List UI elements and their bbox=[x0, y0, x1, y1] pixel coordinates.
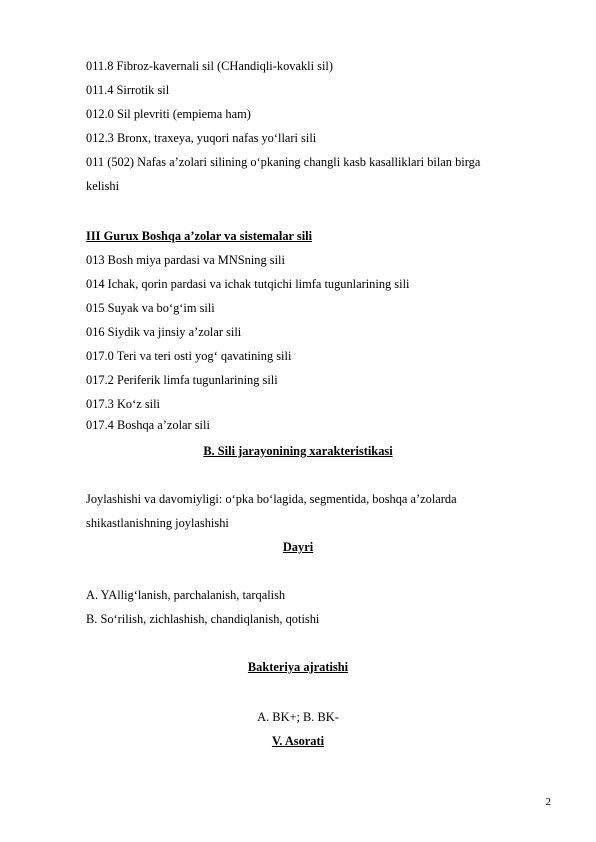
dayri-heading: Dayri bbox=[282, 540, 314, 554]
list-item: 015 Suyak va bo‘g‘im sili bbox=[86, 301, 215, 315]
paragraph-line: Joylashishi va davomiyligi: o‘pka bo‘lagida, segmentida, boshqa a’zolarda bbox=[86, 492, 457, 506]
list-item: B. So‘rilish, zichlashish, chandiqlanish, qotishi bbox=[86, 612, 320, 626]
section-b-heading: B. Sili jarayonining xarakteristikasi bbox=[203, 444, 393, 458]
list-item-continuation: kelishi bbox=[86, 179, 120, 193]
list-item: 014 Ichak, qorin pardasi va ichak tutqichi limfa tugunlarining sili bbox=[86, 277, 410, 291]
list-item: A. YAllig‘lanish, parchalanish, tarqalish bbox=[86, 588, 286, 602]
page-number: 2 bbox=[545, 796, 551, 808]
group3-heading: III Gurux Boshqa a’zolar va sistemalar sili bbox=[86, 229, 313, 243]
list-item: 016 Siydik va jinsiy a’zolar sili bbox=[86, 325, 242, 339]
list-item: 017.2 Periferik limfa tugunlarining sili bbox=[86, 373, 278, 387]
list-item: 012.3 Bronx, traxeya, yuqori nafas yo‘llari sili bbox=[86, 131, 317, 145]
list-item: 017.4 Boshqa a’zolar sili bbox=[86, 418, 210, 432]
list-item: 017.0 Teri va teri osti yog‘ qavatining sili bbox=[86, 349, 292, 363]
list-item: 011 (502) Nafas a’zolari silining o‘pkaning changli kasb kasalliklari bilan birga bbox=[86, 155, 481, 169]
list-item: 011.8 Fibroz-kavernali sil (CHandiqli-kovakli sil) bbox=[86, 59, 333, 73]
paragraph-line: shikastlanishning joylashishi bbox=[86, 516, 229, 530]
bakteriya-value: A. BK+; B. BK- bbox=[257, 710, 339, 724]
bakteriya-heading: Bakteriya ajratishi bbox=[247, 660, 349, 674]
list-item: 013 Bosh miya pardasi va MNSning sili bbox=[86, 253, 285, 267]
asorati-heading: V. Asorati bbox=[271, 734, 325, 748]
list-item: 012.0 Sil plevriti (empiema ham) bbox=[86, 107, 251, 121]
list-item: 017.3 Ko‘z sili bbox=[86, 397, 160, 411]
list-item: 011.4 Sirrotik sil bbox=[86, 83, 170, 97]
